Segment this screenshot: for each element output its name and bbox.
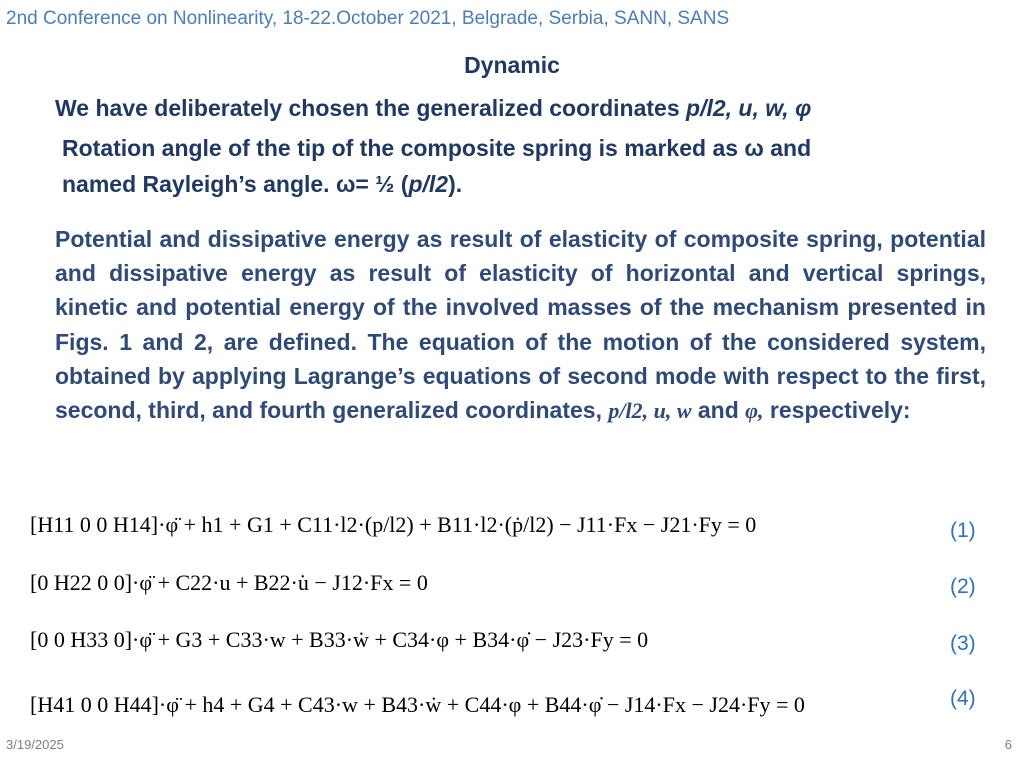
slide-number: 6 <box>1004 737 1012 752</box>
equation-number-4: (4) <box>950 687 976 710</box>
equation-3: [0 0 H33 0]·φ̈ + G3 + C33·w + B33·ẇ + C34·φ + B34·φ̇ − J23·Fy = 0 <box>30 627 649 652</box>
body-paragraph <box>55 222 986 428</box>
intro-line-3 <box>62 171 462 198</box>
slide-title: Dynamic <box>464 52 560 78</box>
paragraph-coords: p/l2, u, w <box>608 398 692 424</box>
paragraph-phi: φ, <box>745 398 764 424</box>
intro-line-2: Rotation angle of the tip of the composite spring is marked as ω and <box>62 135 812 161</box>
intro-line-3-end: ). <box>448 171 463 197</box>
intro-line-1-text: We have deliberately chosen the generalized coordinates <box>55 95 687 121</box>
conference-header: 2nd Conference on Nonlinearity, 18-22.October 2021, Belgrade, Serbia, SANN, SANS <box>6 8 730 29</box>
equation-2: [0 H22 0 0]·φ̈ + C22·u + B22·u̇ − J12·Fx = 0 <box>30 570 428 595</box>
paragraph-tail: respectively: <box>763 397 911 424</box>
equation-number-3: (3) <box>950 632 976 655</box>
equation-number-2: (2) <box>950 575 976 598</box>
equation-1: [H11 0 0 H14]·φ̈ + h1 + G1 + C11·l2·(p/l2) + B11·l2·(ṗ/l2) − J11·Fx − J21·Fy = 0 <box>30 512 757 537</box>
equation-number-1: (1) <box>950 519 976 542</box>
intro-line-1-coords: p/l2, u, w, φ <box>686 95 812 121</box>
paragraph-body: Potential and dissipative energy as result of elasticity of composite spring, potential and dissipative energy as result of elasticity of horizontal and vertical springs, kinetic and potential energy of the involved masses of the mechanism presented in Figs. 1 and 2, are defined. The equation of the motion of the considered system, obtained by applying Lagrange’s equations of second mode with respect to the first, second, third, and fourth generalized coordinates, <box>55 226 986 424</box>
equation-4: [H41 0 0 H44]·φ̈ + h4 + G4 + C43·w + B43·ẇ + C44·φ + B44·φ̇ − J14·Fx − J24·Fy = 0 <box>30 692 805 717</box>
intro-line-1 <box>55 95 811 122</box>
slide-date: 3/19/2025 <box>6 737 64 752</box>
intro-line-3-expr: p/l2 <box>408 171 449 197</box>
intro-line-3-text: named Rayleigh’s angle. ω= ½ ( <box>62 171 409 197</box>
paragraph-and: and <box>691 397 746 424</box>
